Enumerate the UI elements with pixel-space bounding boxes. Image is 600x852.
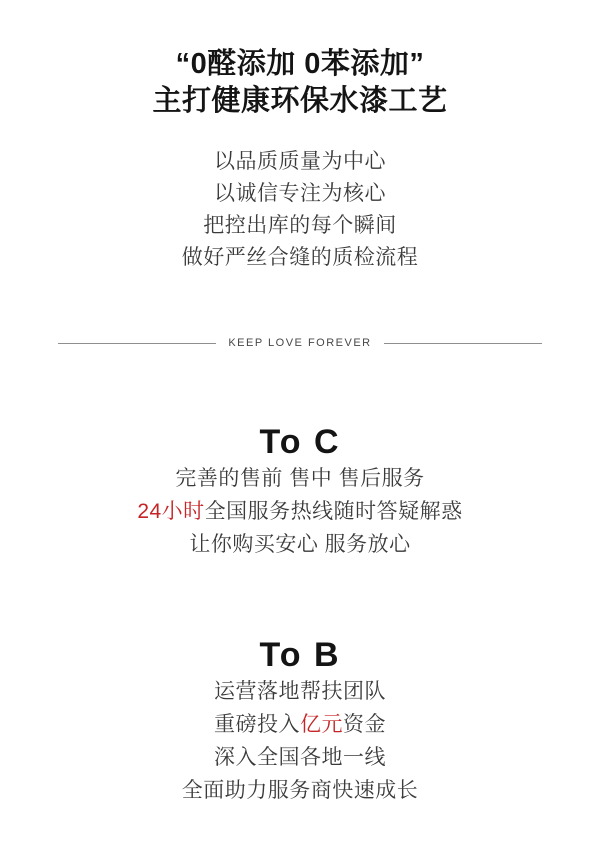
intro-line: 以诚信专注为核心 [214, 182, 386, 205]
section-title-to-c: To C [259, 423, 341, 461]
section-divider [0, 336, 600, 350]
to-b-section-body [0, 675, 600, 807]
to-c-highlight-24h: 24小时 [137, 500, 205, 523]
to-c-section-body [0, 462, 600, 561]
divider-label: KEEP LOVE FOREVER [228, 337, 372, 349]
to-c-line-1: 完善的售前 售中 售后服务 [175, 467, 425, 490]
to-b-line-2-prefix: 重磅投入 [214, 713, 300, 736]
to-b-line-2-suffix: 资金 [343, 713, 386, 736]
divider-rule-right [384, 343, 542, 344]
to-b-line-3: 深入全国各地一线 [214, 746, 386, 769]
to-b-highlight-yiyuan: 亿元 [300, 713, 343, 736]
to-b-line-2 [0, 708, 600, 741]
headline-line-1: “0醛添加 0苯添加” [175, 48, 425, 80]
to-c-line-3: 让你购买安心 服务放心 [189, 533, 411, 556]
section-title-to-b: To B [259, 636, 341, 674]
intro-line: 以品质质量为中心 [214, 150, 386, 173]
to-b-line-4: 全面助力服务商快速成长 [181, 779, 419, 802]
intro-line: 把控出库的每个瞬间 [203, 214, 397, 237]
to-b-line-1: 运营落地帮扶团队 [214, 680, 386, 703]
page-title [0, 46, 600, 120]
intro-line: 做好严丝合缝的质检流程 [181, 246, 419, 269]
divider-rule-left [58, 343, 216, 344]
to-c-line-2-rest: 全国服务热线随时答疑解惑 [204, 500, 463, 523]
headline-line-2: 主打健康环保水漆工艺 [152, 85, 448, 117]
intro-paragraph [0, 146, 600, 274]
to-c-line-2 [0, 495, 600, 528]
